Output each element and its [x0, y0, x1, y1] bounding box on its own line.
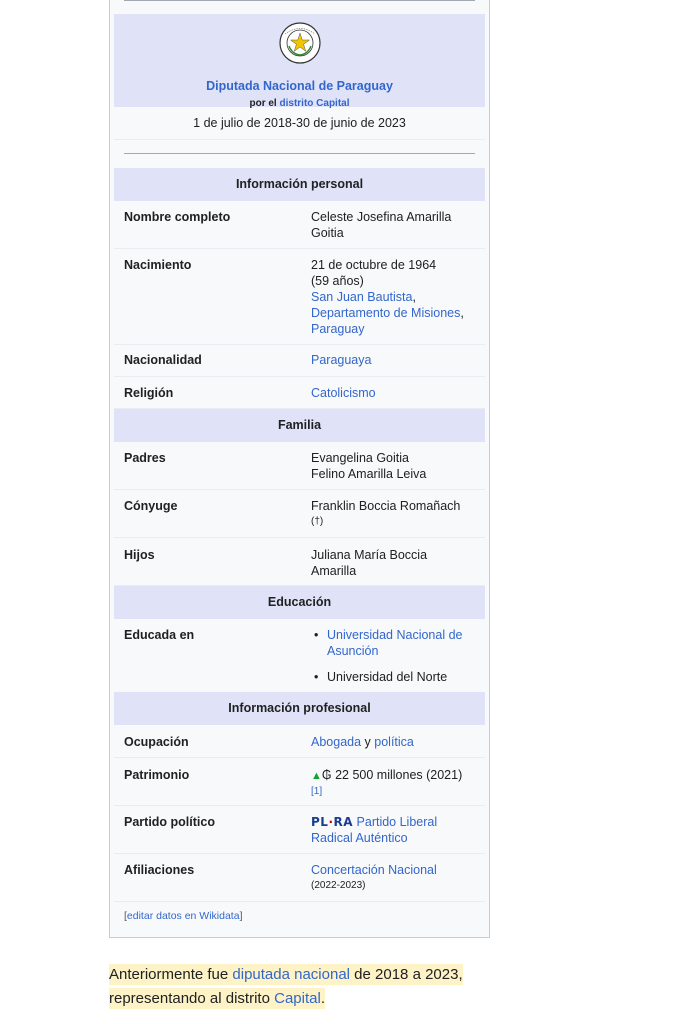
birth-value: 21 de octubre de 1964 (59 años) San Juan Bautista, Departamento de Misiones, Paraguay — [311, 257, 479, 337]
row-spouse — [114, 490, 485, 538]
occupation-link-2[interactable]: política — [374, 735, 414, 749]
wealth-value: ₲ 22 500 millones (2021) — [321, 768, 463, 782]
full-name-line2: Goitia — [311, 226, 344, 240]
nationality-link[interactable]: Paraguaya — [311, 353, 372, 367]
spouse-name: Franklin Boccia Romañach — [311, 499, 461, 513]
party-link[interactable]: Partido Liberal — [356, 815, 438, 829]
highlighted-text: Anteriormente fue diputada nacional de 2018 a 2023, representando al distrito Capital. — [109, 966, 463, 1007]
birth-age: (59 años) — [311, 274, 364, 288]
row-occupation — [114, 725, 485, 758]
infobox — [109, 0, 490, 938]
row-party — [114, 806, 485, 854]
religion-link[interactable]: Catolicismo — [311, 386, 376, 400]
district-link[interactable]: distrito Capital — [279, 98, 350, 109]
row-affiliations — [114, 854, 485, 902]
party-link-line2[interactable]: Radical Auténtico — [311, 831, 408, 845]
row-children — [114, 538, 485, 586]
party-label: Partido político — [124, 815, 215, 829]
row-birth — [114, 249, 485, 345]
spouse-label: Cónyuge — [124, 499, 178, 513]
reference-link[interactable]: [1] — [311, 786, 323, 797]
increase-arrow-icon: ▲ — [311, 770, 322, 782]
parent-2: Felino Amarilla Leiva — [311, 467, 427, 481]
capital-link[interactable]: Capital — [274, 990, 321, 1007]
edit-wikidata-link[interactable]: editar datos en Wikidata — [126, 910, 240, 922]
occupation-link-1[interactable]: Abogada — [311, 735, 362, 749]
birth-country-link[interactable]: Paraguay — [311, 322, 365, 336]
occupation-label: Ocupación — [124, 735, 189, 749]
parent-1: Evangelina Goitia — [311, 451, 409, 465]
row-education — [114, 619, 485, 693]
school1-link[interactable]: Universidad Nacional de Asunción — [327, 628, 463, 658]
full-name-label: Nombre completo — [124, 210, 231, 224]
spouse-note: (†) — [311, 516, 324, 527]
term-dates: 1 de julio de 2018-30 de junio de 2023 — [114, 107, 485, 140]
wealth-label: Patrimonio — [124, 768, 190, 782]
affiliation-years: (2022-2023) — [311, 880, 366, 891]
birth-dept-link[interactable]: Departamento de Misiones — [311, 306, 461, 320]
section-family-header: Familia — [114, 409, 485, 442]
religion-label: Religión — [124, 386, 174, 400]
row-parents — [114, 442, 485, 490]
top-divider — [124, 0, 475, 1]
occupation-join: y — [364, 735, 371, 749]
office-title[interactable]: Diputada Nacional de Paraguay — [206, 79, 393, 93]
parents-label: Padres — [124, 451, 166, 465]
birth-city-link[interactable]: San Juan Bautista — [311, 290, 413, 304]
diputada-link[interactable]: diputada nacional — [232, 966, 351, 983]
wikidata-edit: [editar datos en Wikidata] — [124, 910, 243, 922]
child-line1: Juliana María Boccia — [311, 548, 428, 562]
row-wealth — [114, 758, 485, 806]
full-name-value — [311, 209, 479, 241]
affiliations-label: Afiliaciones — [124, 863, 195, 877]
office-header — [114, 14, 485, 107]
article-paragraph — [109, 963, 489, 1011]
child-line2: Amarilla — [311, 564, 357, 578]
list-item — [314, 627, 479, 659]
row-religion — [114, 377, 485, 409]
section-professional-header: Información profesional — [114, 692, 485, 725]
affiliation-link[interactable]: Concertación Nacional — [311, 863, 437, 877]
row-full-name — [114, 201, 485, 249]
list-item: • Universidad del Norte — [314, 669, 479, 685]
birth-date: 21 de octubre de 1964 — [311, 258, 437, 272]
children-label: Hijos — [124, 548, 155, 562]
full-name-line1: Celeste Josefina Amarilla — [311, 210, 452, 224]
birth-label: Nacimiento — [124, 258, 192, 272]
education-label: Educada en — [124, 628, 195, 642]
plra-logo: PL·RA — [311, 815, 354, 829]
education-list — [314, 627, 479, 685]
paraguay-seal-icon — [279, 22, 321, 64]
divider — [124, 153, 475, 154]
section-education-header: Educación — [114, 586, 485, 619]
office-sub-prefix: por el — [249, 98, 277, 109]
section-personal-header: Información personal — [114, 168, 485, 201]
nationality-label: Nacionalidad — [124, 353, 202, 367]
row-nationality — [114, 345, 485, 377]
